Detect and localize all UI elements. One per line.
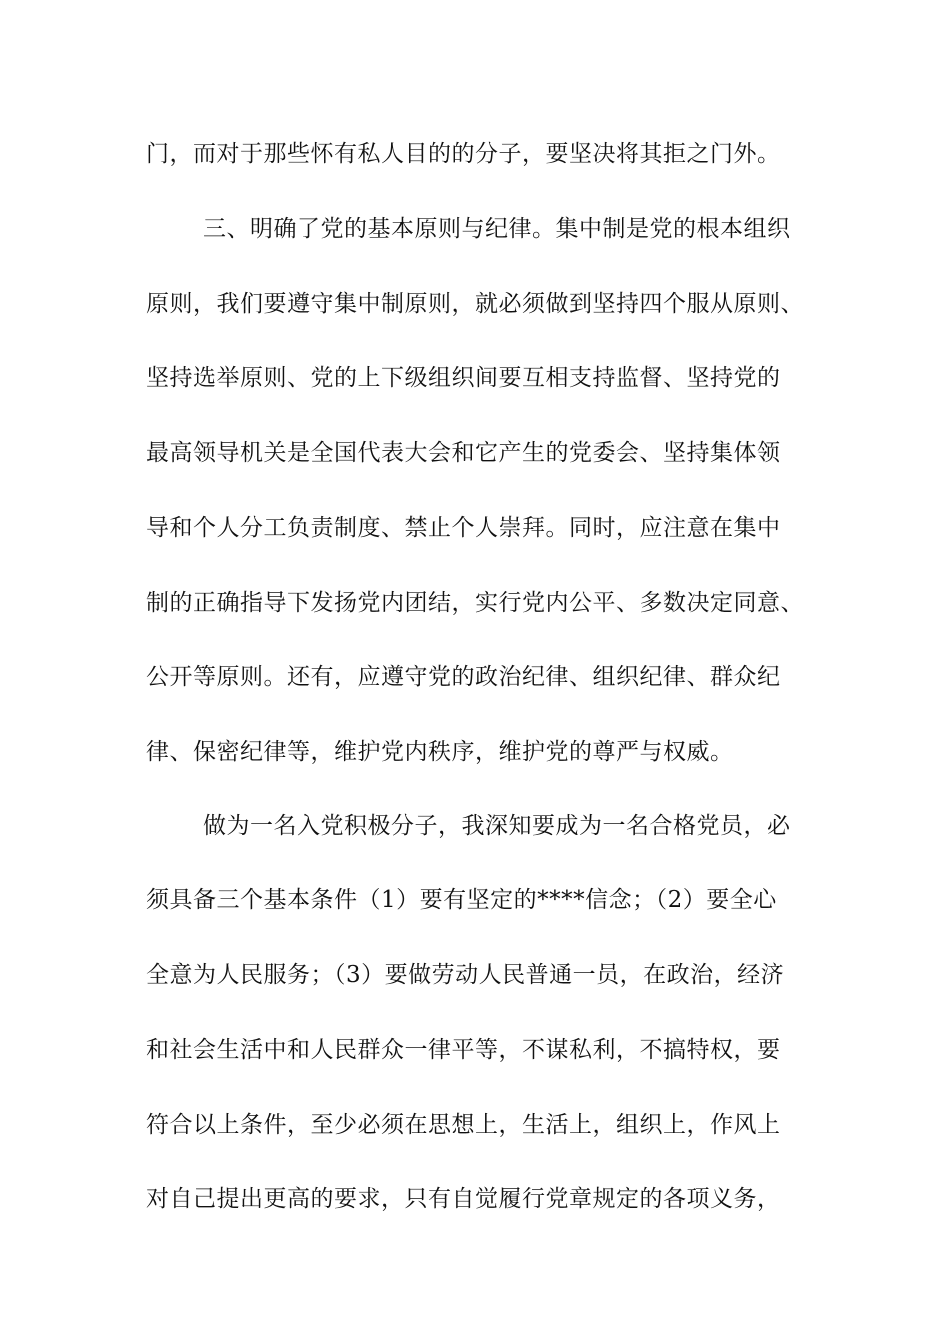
text-line: 公开等原则。还有，应遵守党的政治纪律、组织纪律、群众纪 xyxy=(146,664,781,690)
text-line: 最高领导机关是全国代表大会和它产生的党委会、坚持集体领 xyxy=(146,440,781,466)
text-line: 和社会生活中和人民群众一律平等，不谋私利，不搞特权，要 xyxy=(146,1037,781,1063)
text-line: 门，而对于那些怀有私人目的的分子，要坚决将其拒之门外。 xyxy=(146,141,781,167)
text-line: 原则，我们要遵守集中制原则，就必须做到坚持四个服从原则、 xyxy=(146,291,804,317)
text-line: 全意为人民服务；（3）要做劳动人民普通一员，在政治，经济 xyxy=(146,962,785,988)
paragraph-start-line: 三、明确了党的基本原则与纪律。集中制是党的根本组织 xyxy=(203,216,791,242)
text-line: 符合以上条件，至少必须在思想上，生活上，组织上，作风上 xyxy=(146,1112,781,1138)
paragraph-start-line: 做为一名入党积极分子，我深知要成为一名合格党员，必 xyxy=(203,813,791,839)
text-line: 坚持选举原则、党的上下级组织间要互相支持监督、坚持党的 xyxy=(146,365,781,391)
text-line: 律、保密纪律等，维护党内秩序，维护党的尊严与权威。 xyxy=(146,739,734,765)
text-line: 制的正确指导下发扬党内团结，实行党内公平、多数决定同意、 xyxy=(146,590,804,616)
text-line: 须具备三个基本条件（1）要有坚定的****信念；（2）要全心 xyxy=(146,887,777,913)
text-line: 导和个人分工负责制度、禁止个人崇拜。同时，应注意在集中 xyxy=(146,515,781,541)
text-line: 对自己提出更高的要求，只有自觉履行党章规定的各项义务， xyxy=(146,1186,781,1212)
